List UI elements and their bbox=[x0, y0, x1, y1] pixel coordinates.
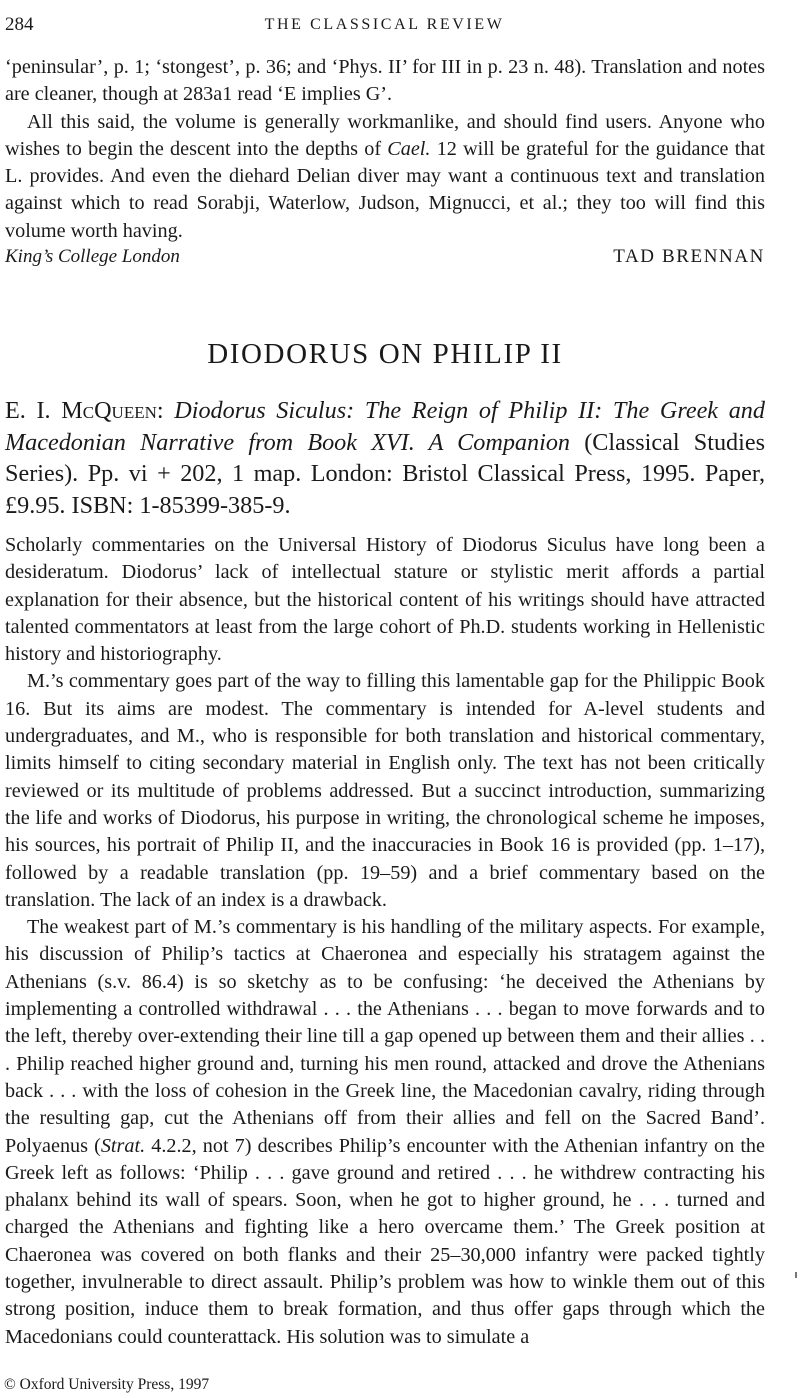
reviewer-affiliation: King’s College London bbox=[5, 246, 180, 267]
author-surname: McQueen bbox=[61, 397, 157, 424]
book-title: Diodorus Siculus: The Reign of Philip II: The Greek and Macedonian Narrative from Book XVI. A Companion bbox=[5, 397, 765, 456]
separator: : bbox=[156, 397, 175, 424]
previous-review-ending bbox=[5, 54, 765, 245]
running-head bbox=[5, 14, 764, 40]
body-paragraph bbox=[5, 914, 765, 1351]
text-run: 4.2.2, not 7) describes Philip’s encounter with the Athenian infantry on the Greek left as follows: ‘Philip . . . gave ground and retired . . . he withdrew contracting his phalanx behind its wall of spears. Soon, when he got to higher ground, he . . . turned and charged the Athenians and fighting like a hero overcame them.’ The Greek position at Chaeronea was covered on both flanks and their 25–30,000 infantry were packed tightly together, invulnerable to direct assault. Philip’s problem was how to winkle them out of this strong position, induce them to break formation, and thus offer gaps through which the Macedonians could counterattack. His solution was to simulate a bbox=[5, 1134, 765, 1348]
review-body bbox=[5, 532, 765, 1351]
citation-text bbox=[5, 395, 765, 521]
previous-review-paragraph: ‘peninsular’, p. 1; ‘stongest’, p. 36; and ‘Phys. II’ for III in p. 23 n. 48). Translation and notes are cleaner, though at 283a1 read ‘E implies G’. bbox=[5, 56, 765, 106]
review-signature bbox=[5, 246, 765, 272]
publication-details: (Classical Studies Series). Pp. vi + 202, 1 map. London: Bristol Classical Press, 1995. Paper, £9.95. ISBN: 1-85399-385-9. bbox=[5, 428, 765, 519]
margin-mark bbox=[795, 1272, 797, 1278]
work-title-abbrev: Strat. bbox=[100, 1134, 146, 1157]
journal-title: THE CLASSICAL REVIEW bbox=[264, 16, 505, 33]
book-citation bbox=[5, 395, 765, 521]
section-title: DIODORUS ON PHILIP II bbox=[207, 338, 563, 370]
page-number: 284 bbox=[5, 14, 34, 35]
text-run: The weakest part of M.’s commentary is his handling of the military aspects. For example, his discussion of Philip’s tactics at Chaeronea and especially his stratagem against the Athenians (s.v. 86.4) is so sketchy as to be confusing: ‘he deceived the Athenians by implementing a controlled withdrawal . . . the Athenians . . . began to move forwards and to the left, thereby over-extending their line till a gap opened up between them and their allies . . . Philip reached higher ground and, turning his men round, attacked and drove the Athenians back . . . with the loss of cohesion in the Greek line, the Macedonian cavalry, riding through the resulting gap, cut the Athenians off from their allies and fell on the Sacred Band’. Polyaenus ( bbox=[5, 916, 765, 1157]
reviewer-name: TAD BRENNAN bbox=[613, 246, 765, 267]
text-run: 12 will be grateful for the guidance that L. provides. And even the diehard Delian diver may want a continuous text and translation against which to read Sorabji, Waterlow, Judson, Mignucci, et al.; they too will find this volume worth having. bbox=[5, 137, 765, 242]
body-paragraph: M.’s commentary goes part of the way to filling this lamentable gap for the Philippic Book 16. But its aims are modest. The commentary is intended for A-level students and undergraduates, and M., who is responsible for both translation and historical commentary, limits himself to citing secondary material in English only. The text has not been critically reviewed or its multitude of problems addressed. But a succinct introduction, summarizing the life and works of Diodorus, his purpose in writing, the chronological scheme he imposes, his sources, his portrait of Philip II, and the inaccuracies in Book 16 is provided (pp. 1–17), followed by a readable translation (pp. 19–59) and a brief commentary based on the translation. The lack of an index is a drawback. bbox=[5, 670, 765, 911]
author-initials: E. I. bbox=[5, 397, 62, 424]
previous-review-paragraph bbox=[5, 109, 765, 245]
body-paragraph: Scholarly commentaries on the Universal History of Diodorus Siculus have long been a desideratum. Diodorus’ lack of intellectual stature or stylistic merit affords a partial explanation for their absence, but the historical content of his writings should have attracted talented commentators at least from the large cohort of Ph.D. students working in Hellenistic history and historiography. bbox=[5, 534, 765, 666]
text-run: All this said, the volume is generally workmanlike, and should find users. Anyone who wishes to begin the descent into the depths of bbox=[5, 110, 765, 160]
copyright-footer: © Oxford University Press, 1997 bbox=[4, 1376, 210, 1393]
work-title-abbrev: Cael. bbox=[387, 137, 431, 160]
